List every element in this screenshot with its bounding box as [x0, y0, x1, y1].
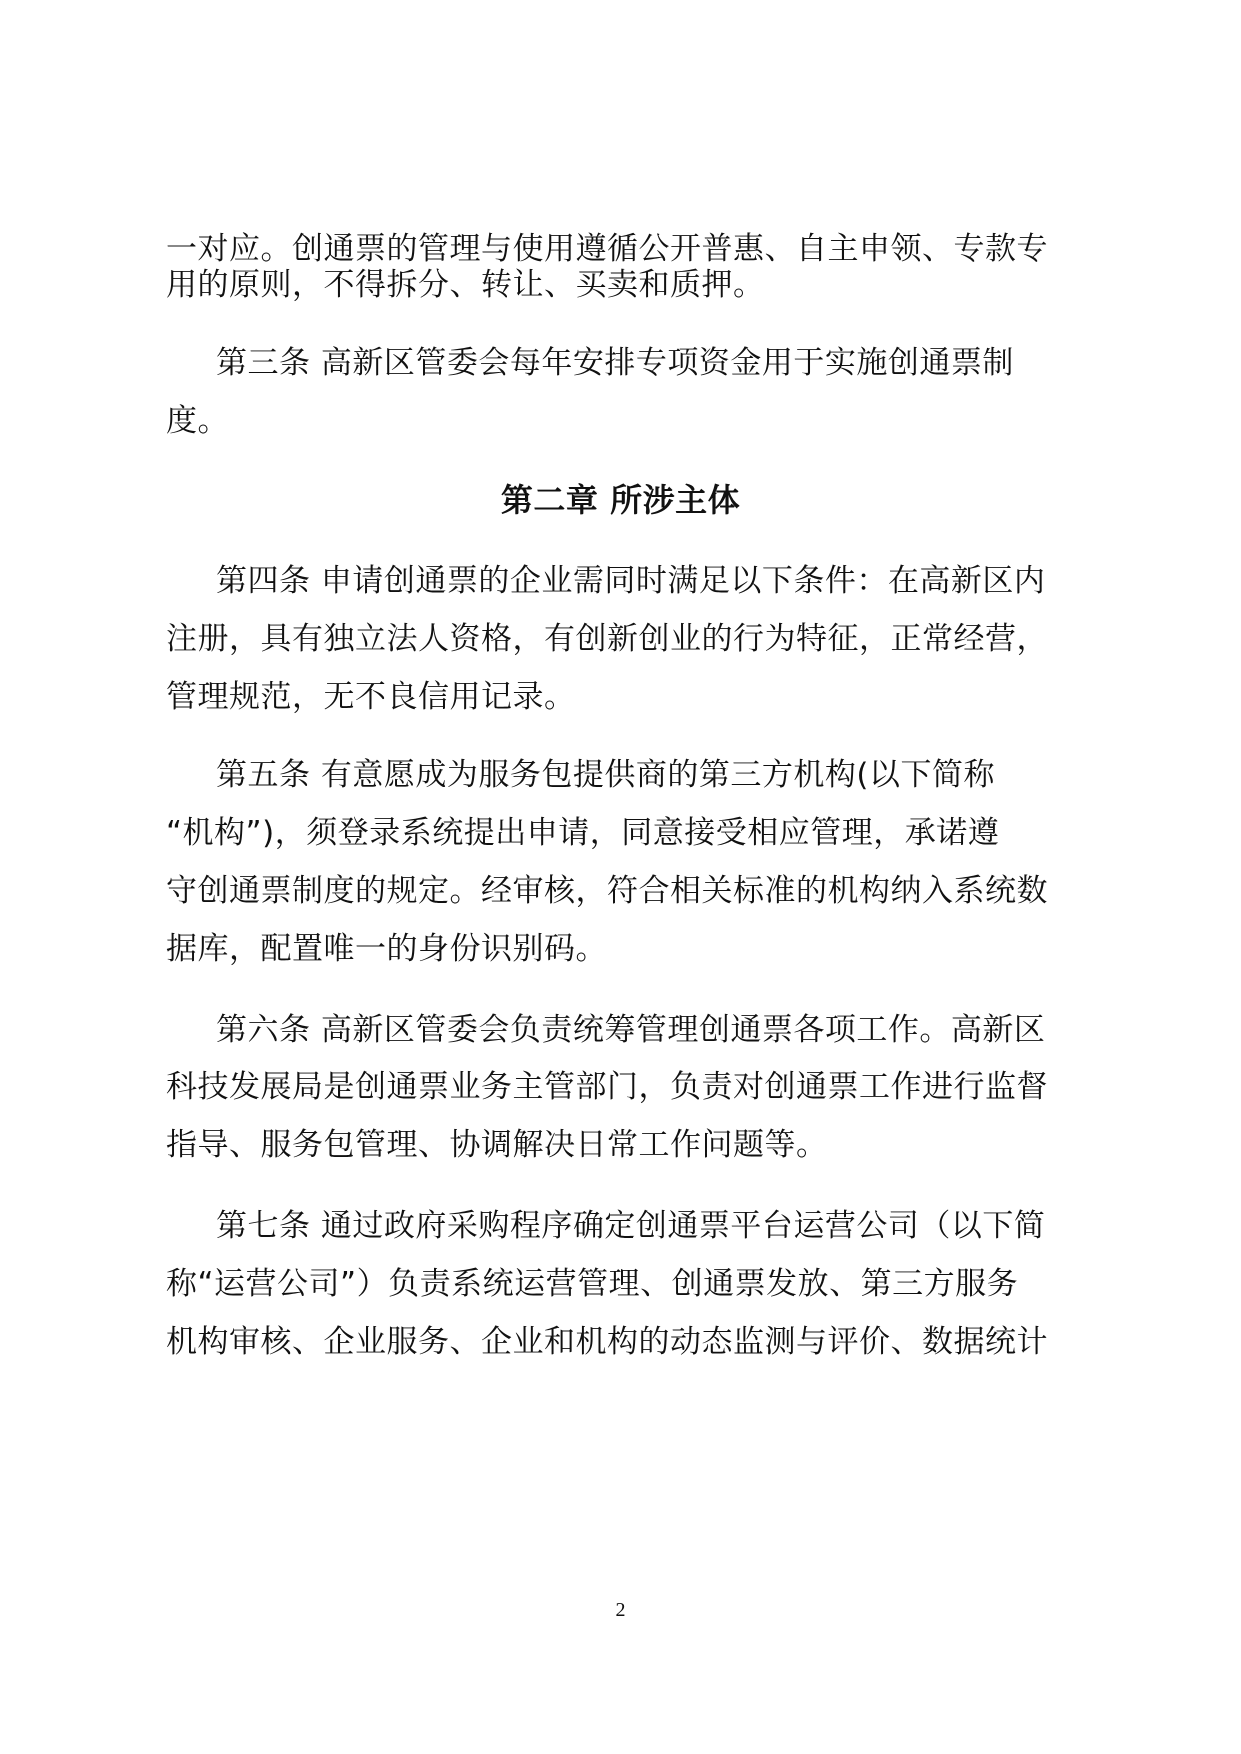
article-5-line-1: 第五条 有意愿成为服务包提供商的第三方机构(以下简称: [216, 757, 995, 793]
article-6-line-2: 科技发展局是创通票业务主管部门，负责对创通票工作进行监督: [166, 1069, 1048, 1105]
article-6-line-1: 第六条 高新区管委会负责统筹管理创通票各项工作。高新区: [216, 1012, 1046, 1048]
paragraph-1-line-2: 用的原则，不得拆分、转让、买卖和质押。: [166, 267, 765, 303]
article-4-line-2: 注册，具有独立法人资格，有创新创业的行为特征，正常经营，: [166, 621, 1048, 657]
article-7-line-2: 称“运营公司”）负责系统运营管理、创通票发放、第三方服务: [166, 1266, 1019, 1302]
paragraph-1-line-1: 一对应。创通票的管理与使用遵循公开普惠、自主申领、专款专: [166, 231, 1048, 267]
article-5-line-3: 守创通票制度的规定。经审核，符合相关标准的机构纳入系统数: [166, 873, 1048, 909]
article-5-line-2: “机构”)，须登录系统提出申请，同意接受相应管理，承诺遵: [166, 815, 1000, 851]
article-6-line-3: 指导、服务包管理、协调解决日常工作问题等。: [166, 1127, 828, 1163]
article-5-line-4: 据库，配置唯一的身份识别码。: [166, 931, 607, 967]
article-3-line-2: 度。: [166, 403, 229, 439]
article-4-line-3: 管理规范，无不良信用记录。: [166, 679, 576, 715]
article-7-line-3: 机构审核、企业服务、企业和机构的动态监测与评价、数据统计: [166, 1324, 1048, 1360]
chapter-heading: 第二章 所涉主体: [500, 481, 741, 519]
page-number: 2: [615, 1599, 626, 1621]
article-4-line-1: 第四条 申请创通票的企业需同时满足以下条件：在高新区内: [216, 563, 1046, 599]
article-3-line-1: 第三条 高新区管委会每年安排专项资金用于实施创通票制: [216, 345, 1014, 381]
article-7-line-1: 第七条 通过政府采购程序确定创通票平台运营公司（以下简: [216, 1208, 1046, 1244]
